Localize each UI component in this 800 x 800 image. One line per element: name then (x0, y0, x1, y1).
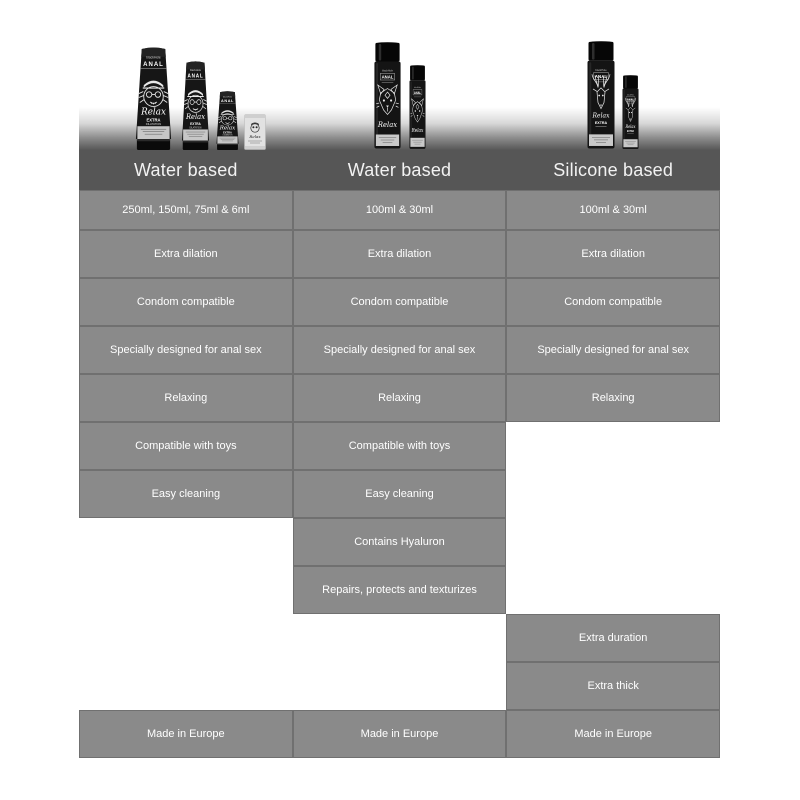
cell-condom-compatible-col1: Condom compatible (79, 278, 293, 326)
cell-toys-col2: Compatible with toys (293, 422, 507, 470)
column-header-water-based-tubes: Water based (134, 159, 238, 180)
cell-sizes-col2: 100ml & 30ml (293, 190, 507, 230)
cell-extra-dilation-col3: Extra dilation (506, 230, 720, 278)
product-tube-150ml (179, 61, 212, 150)
cell-repairs-col2: Repairs, protects and texturizes (293, 566, 507, 614)
product-bottle-silicone-100ml (585, 41, 617, 150)
cell-easy-cleaning-col1: Easy cleaning (79, 470, 293, 518)
cell-extra-duration-col3: Extra duration (506, 614, 720, 662)
cell-sizes-col3: 100ml & 30ml (506, 190, 720, 230)
cell-anal-design-col2: Specially designed for anal sex (293, 326, 507, 374)
product-tube-250ml (132, 47, 175, 150)
feature-comparison-table (79, 190, 720, 758)
cell-relaxing-col1: Relaxing (79, 374, 293, 422)
product-sachet-6ml (244, 114, 266, 150)
cell-extra-dilation-col1: Extra dilation (79, 230, 293, 278)
cell-sizes-col1: 250ml, 150ml, 75ml & 6ml (79, 190, 293, 230)
cell-relaxing-col3: Relaxing (506, 374, 720, 422)
column-header-water-based-bottles: Water based (347, 159, 452, 180)
cell-toys-col1: Compatible with toys (79, 422, 293, 470)
cell-hyaluron-col2: Contains Hyaluron (293, 518, 507, 566)
cell-anal-design-col3: Specially designed for anal sex (506, 326, 720, 374)
cell-easy-cleaning-col2: Easy cleaning (293, 470, 507, 518)
cell-anal-design-col1: Specially designed for anal sex (79, 326, 293, 374)
cell-extra-thick-col3: Extra thick (506, 662, 720, 710)
cell-made-in-europe-col1: Made in Europe (79, 710, 293, 758)
table-header-band (79, 150, 720, 190)
cell-relaxing-col2: Relaxing (293, 374, 507, 422)
cell-extra-dilation-col2: Extra dilation (293, 230, 507, 278)
product-tube-75ml (214, 91, 241, 150)
product-bottle-water-100ml (372, 42, 403, 150)
product-bottle-silicone-30ml (621, 75, 640, 150)
product-bottle-water-30ml (408, 65, 427, 150)
cell-made-in-europe-col2: Made in Europe (293, 710, 507, 758)
cell-condom-compatible-col3: Condom compatible (506, 278, 720, 326)
cell-made-in-europe-col3: Made in Europe (506, 710, 720, 758)
column-header-silicone-based: Silicone based (553, 159, 674, 180)
cell-condom-compatible-col2: Condom compatible (293, 278, 507, 326)
